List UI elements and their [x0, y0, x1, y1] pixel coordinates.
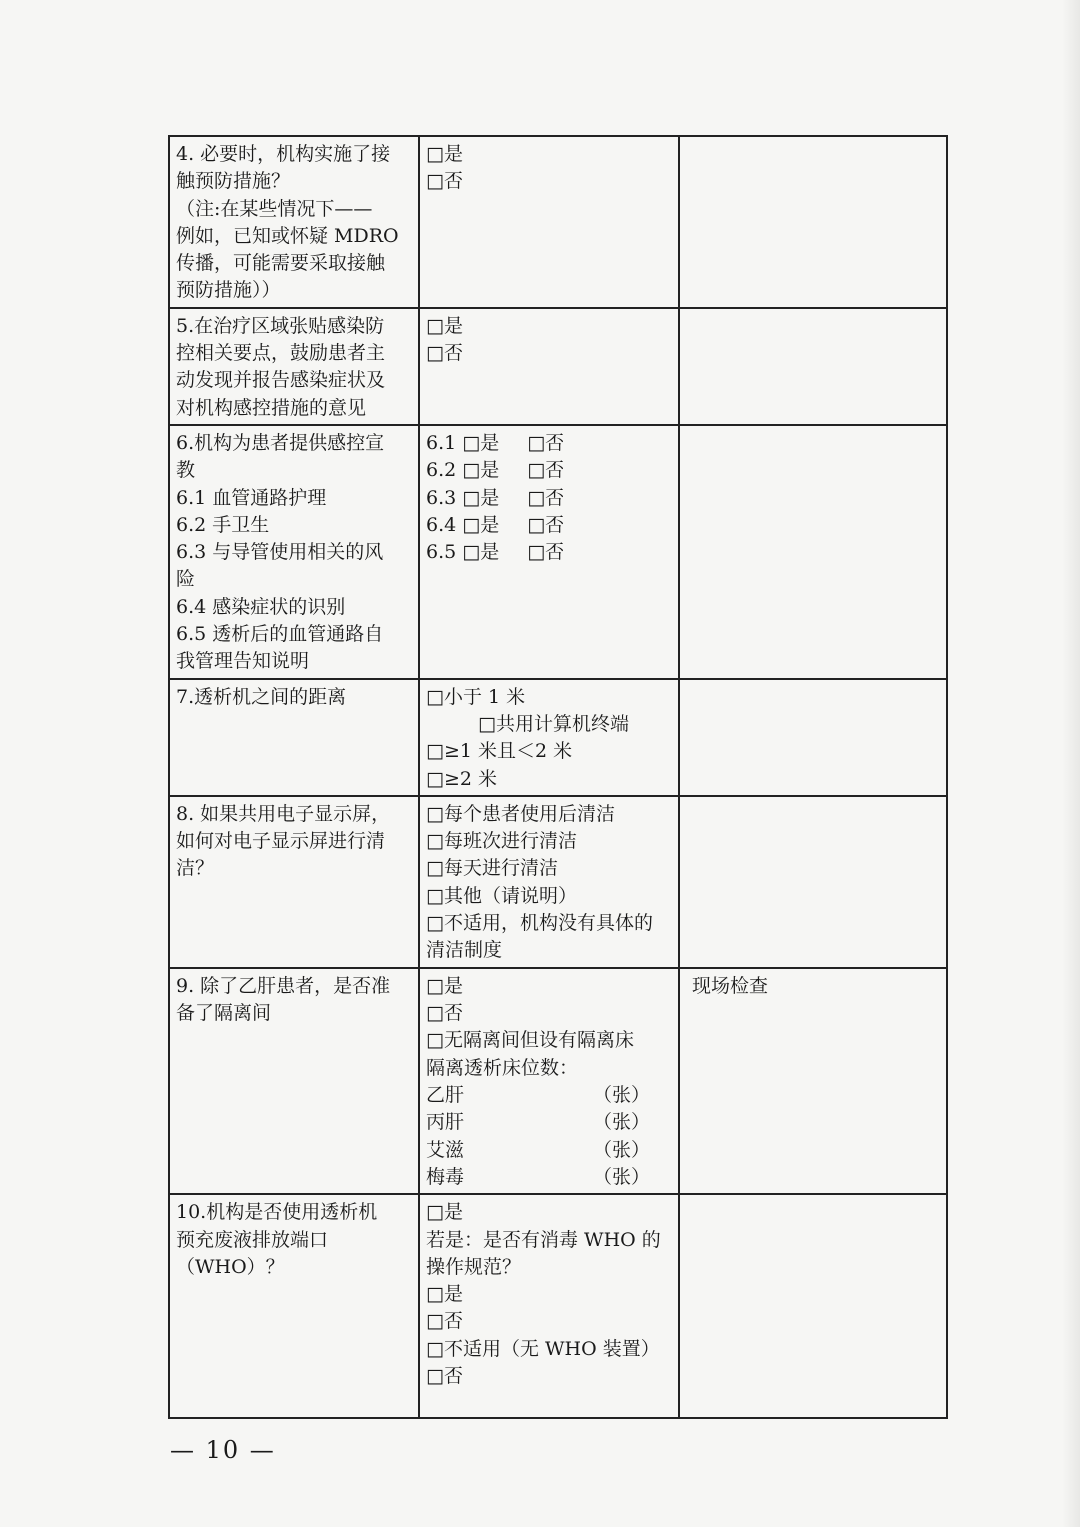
- note-cell: [679, 968, 947, 1194]
- note-cell: [679, 425, 947, 679]
- options-cell: [419, 425, 679, 679]
- bed-count-row[interactable]: 乙肝 （张）: [426, 1084, 650, 1107]
- bed-count-row[interactable]: 艾滋 （张）: [426, 1138, 650, 1161]
- note-onsite-inspection: 现场检查: [692, 974, 769, 997]
- checkbox-no[interactable]: □否: [527, 486, 565, 509]
- options-cell: □每个患者使用后清洁 □每班次进行清洁 □每天进行清洁 □其他（请说明） □不适用，机构没有具体的 清洁制度: [419, 796, 679, 968]
- note-cell: [679, 1194, 947, 1418]
- options-cell: [419, 136, 679, 308]
- checkbox-after-each-patient[interactable]: □每个患者使用后清洁: [426, 802, 615, 825]
- checkbox-no[interactable]: □否: [426, 1002, 463, 1025]
- checkbox-less-1m[interactable]: □小于 1 米: [426, 685, 526, 708]
- question-cell: 4. 必要时，机构实施了接 触预防措施？ （注:在某些情况下—— 例如，已知或怀疑 MDRO 传播，可能需要采取接触 预防措施））: [169, 136, 419, 308]
- checkbox-yes[interactable]: □是: [426, 974, 463, 997]
- checkbox-over-2m[interactable]: □≥2 米: [426, 767, 497, 790]
- note-cell: [679, 136, 947, 308]
- option-pair: [426, 512, 672, 539]
- checkbox-no[interactable]: □否: [527, 459, 565, 482]
- table-row: [169, 796, 947, 968]
- option-pair: [426, 485, 672, 512]
- option-pair: [426, 430, 672, 457]
- checkbox-no[interactable]: □否: [527, 541, 565, 564]
- checkbox-no[interactable]: □否: [426, 170, 463, 193]
- checkbox-sub-yes[interactable]: □是: [426, 1283, 463, 1306]
- options-cell: [419, 679, 679, 796]
- question-cell: 9. 除了乙肝患者，是否准 备了隔离间: [169, 968, 419, 1194]
- question-cell: 7.透析机之间的距离: [169, 679, 419, 796]
- checkbox-isolation-bed[interactable]: □无隔离间但设有隔离床: [426, 1029, 634, 1052]
- table-row: [169, 425, 947, 679]
- question-cell: 5.在治疗区域张贴感染防 控相关要点，鼓励患者主 动发现并报告感染症状及 对机构感控措施的意见: [169, 308, 419, 425]
- checkbox-yes[interactable]: 6.2 □是: [426, 459, 500, 482]
- checkbox-yes[interactable]: □是: [426, 314, 463, 337]
- checkbox-yes[interactable]: 6.1 □是: [426, 431, 500, 454]
- checkbox-no[interactable]: □否: [527, 431, 565, 454]
- question-cell: 6.机构为患者提供感控宣 教 6.1 血管通路护理 6.2 手卫生 6.3 与导管使用相关的风 险 6.4 感染症状的识别 6.5 透析后的血管通路自 我管理告知说明: [169, 425, 419, 679]
- checkbox-not-applicable[interactable]: □不适用，机构没有具体的: [426, 912, 653, 935]
- checkbox-yes[interactable]: □是: [426, 1201, 463, 1224]
- checkbox-sub-not-applicable[interactable]: □不适用（无 WHO 装置）: [426, 1337, 660, 1360]
- bed-count-row[interactable]: 梅毒 （张）: [426, 1165, 650, 1188]
- checkbox-yes[interactable]: 6.4 □是: [426, 513, 500, 536]
- question-cell: 10.机构是否使用透析机 预充废液排放端口 （WHO）？: [169, 1194, 419, 1418]
- options-cell: [419, 308, 679, 425]
- checkbox-daily[interactable]: □每天进行清洁: [426, 857, 558, 880]
- checkbox-other[interactable]: □其他（请说明）: [426, 884, 577, 907]
- checkbox-yes[interactable]: 6.5 □是: [426, 541, 500, 564]
- checkbox-no[interactable]: □否: [426, 342, 463, 365]
- checkbox-1m-2m[interactable]: □≥1 米且＜2 米: [426, 740, 573, 763]
- table-row: [169, 968, 947, 1194]
- checkbox-shared-terminal[interactable]: □共用计算机终端: [478, 712, 629, 735]
- options-cell: □是 □否 □无隔离间但设有隔离床 隔离透析床位数： 乙肝 （张） 丙肝 （张） 艾滋 （张） 梅毒 （张）: [419, 968, 679, 1194]
- inspection-table: [168, 135, 948, 1419]
- option-pair: [426, 457, 672, 484]
- page-edge-shadow: [1062, 0, 1080, 1527]
- bed-count-row[interactable]: 丙肝 （张）: [426, 1111, 650, 1134]
- checkbox-yes[interactable]: □是: [426, 143, 463, 165]
- table-row: [169, 679, 947, 796]
- table-row: [169, 136, 947, 308]
- note-cell: [679, 796, 947, 968]
- table-row: [169, 308, 947, 425]
- page-number: — 10 —: [170, 1436, 276, 1464]
- checkbox-each-shift[interactable]: □每班次进行清洁: [426, 830, 577, 853]
- note-cell: [679, 308, 947, 425]
- table-row: [169, 1194, 947, 1418]
- checkbox-yes[interactable]: 6.3 □是: [426, 486, 500, 509]
- note-cell: [679, 679, 947, 796]
- question-cell: 8. 如果共用电子显示屏， 如何对电子显示屏进行清 洁？: [169, 796, 419, 968]
- checkbox-no[interactable]: □否: [426, 1364, 463, 1387]
- option-pair: [426, 539, 672, 566]
- checkbox-sub-no[interactable]: □否: [426, 1310, 463, 1333]
- checkbox-no[interactable]: □否: [527, 513, 565, 536]
- options-cell: □是 若是：是否有消毒 WHO 的 操作规范？ □是 □否 □不适用（无 WHO 装置） □否: [419, 1194, 679, 1418]
